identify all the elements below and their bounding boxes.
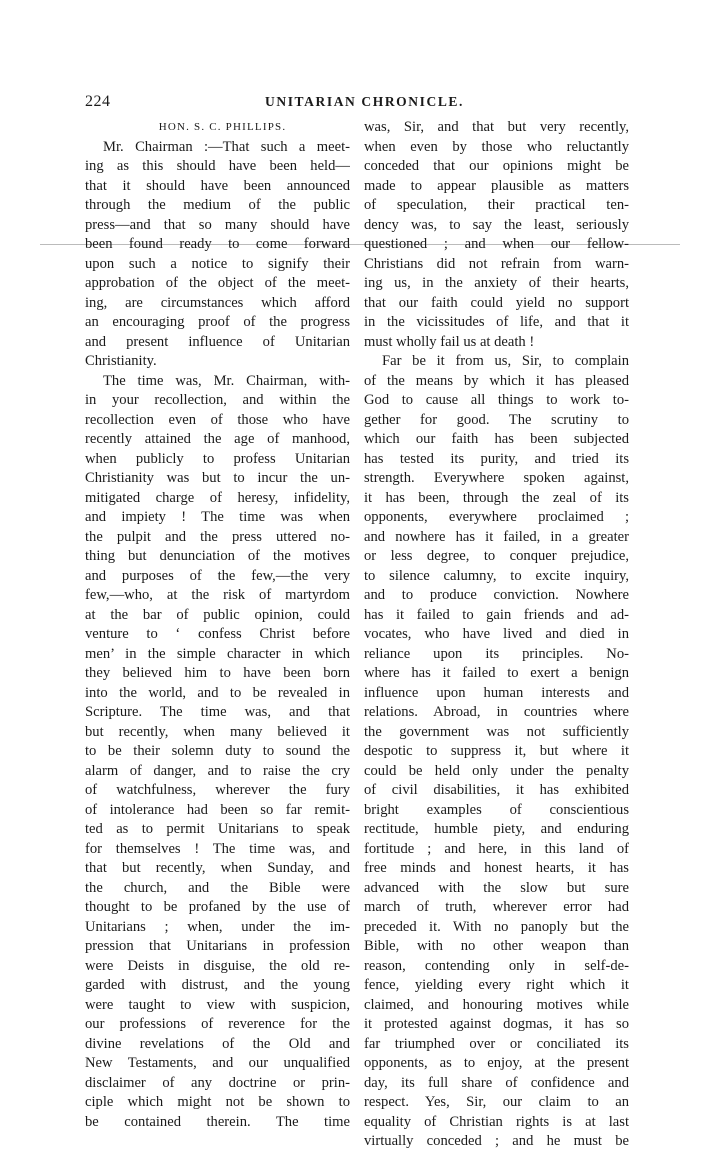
- running-title: UNITARIAN CHRONICLE.: [265, 94, 465, 109]
- text-line: Christianity.: [85, 353, 157, 369]
- text-line: press—and that so many should have: [85, 216, 350, 233]
- text-line: for themselves ! The time was, and: [85, 840, 350, 857]
- text-line: at the bar of public opinion, could: [85, 606, 350, 623]
- text-line: been found ready to come forward: [85, 236, 350, 252]
- text-line: bright examples of conscientious: [364, 801, 629, 818]
- text-line: men’ in the simple character in which: [85, 645, 350, 662]
- text-line: that our faith could yield no support: [364, 294, 629, 311]
- text-line: made to appear plausible as matters: [364, 177, 629, 194]
- text-line: must wholly fail us at death !: [364, 333, 535, 350]
- text-line: mitigated charge of heresy, infidelity,: [85, 489, 350, 506]
- text-line: questioned ; and when our fellow-: [364, 236, 629, 252]
- text-line: thought to be profaned by the use of: [85, 899, 350, 915]
- text-line: to silence calumny, to excite inquiry,: [364, 567, 629, 584]
- text-line: influence upon human interests and: [364, 684, 629, 701]
- text-line: approbation of the object of the meet-: [85, 275, 350, 291]
- text-line: advanced with the slow but sure: [364, 879, 629, 896]
- text-line: of speculation, their practical ten-: [364, 197, 629, 213]
- text-line: but recently, when many believed it: [85, 723, 350, 740]
- text-line: Mr. Chairman :—That such a meet-: [103, 138, 350, 155]
- text-line: virtually conceded ; and he must be: [364, 1133, 629, 1149]
- text-line: the pulpit and the press uttered no-: [85, 528, 350, 545]
- text-line: has tested its purity, and tried its: [364, 450, 629, 467]
- text-line: and nowhere has it failed, in a greater: [364, 528, 629, 545]
- text-line: when even by those who reluctantly: [364, 138, 629, 155]
- text-line: Christians did not refrain from warn-: [364, 255, 629, 272]
- text-line: opponents, everywhere proclaimed ;: [364, 509, 629, 525]
- text-line: respect. Yes, Sir, our claim to an: [364, 1094, 629, 1110]
- text-line: Scripture. The time was, and that: [85, 704, 350, 720]
- text-line: reliance upon its principles. No-: [364, 645, 629, 662]
- text-line: New Testaments, and our unqualified: [85, 1055, 350, 1071]
- text-line: and impiety ! The time was when: [85, 509, 350, 525]
- text-line: Far be it from us, Sir, to complain: [382, 353, 629, 369]
- text-line: recently attained the age of manhood,: [85, 431, 350, 447]
- text-line: ing, are circumstances which afford: [85, 294, 350, 311]
- text-line: were Deists in disguise, the old re-: [85, 957, 350, 974]
- text-line: that but recently, when Sunday, and: [85, 860, 350, 876]
- text-line: be contained therein. The time: [85, 1113, 350, 1130]
- text-line: divine revelations of the Old and: [85, 1035, 350, 1052]
- text-line: our professions of reverence for the: [85, 1016, 350, 1032]
- left-column: [85, 118, 350, 1132]
- text-line: an encouraging proof of the progress: [85, 314, 350, 330]
- text-line: was, Sir, and that but very recently,: [364, 119, 629, 135]
- text-line: and present influence of Unitarian: [85, 333, 350, 350]
- text-line: preceded it. With no panoply but the: [364, 918, 629, 935]
- text-line: few,—who, at the risk of martyrdom: [85, 587, 350, 603]
- text-line: equality of Christian rights is at last: [364, 1113, 629, 1130]
- text-line: the government was not sufficiently: [364, 723, 629, 740]
- text-line: reason, contending only in self-de-: [364, 957, 629, 974]
- text-line: conceded that our opinions might be: [364, 158, 629, 174]
- text-line: recollection even of those who have: [85, 411, 350, 428]
- text-line: rectitude, humble piety, and enduring: [364, 821, 629, 837]
- text-line: ciple which might not be shown to: [85, 1094, 350, 1110]
- text-line: where has it failed to exert a benign: [364, 665, 629, 681]
- speaker-heading: HON. S. C. PHILLIPS.: [158, 121, 287, 133]
- text-line: and purposes of the few,—the very: [85, 567, 350, 584]
- text-line: disclaimer of any doctrine or prin-: [85, 1074, 350, 1091]
- text-line: God to cause all things to work to-: [364, 392, 629, 408]
- text-line: that it should have been announced: [85, 177, 350, 194]
- text-line: far triumphed over or conciliated its: [364, 1035, 629, 1052]
- text-line: ing as this should have been held—: [85, 158, 350, 174]
- text-line: ted as to permit Unitarians to speak: [85, 821, 350, 837]
- right-column: [364, 118, 629, 1152]
- text-line: into the world, and to be revealed in: [85, 684, 350, 701]
- text-line: relations. Abroad, in countries where: [364, 704, 629, 720]
- text-line: free minds and honest hearts, it has: [364, 860, 629, 876]
- text-line: gether for good. The scrutiny to: [364, 411, 629, 428]
- text-line: march of truth, wherever error had: [364, 899, 629, 915]
- text-line: when publicly to profess Unitarian: [85, 450, 350, 467]
- text-line: in your recollection, and within the: [85, 392, 350, 408]
- text-line: of watchfulness, wherever the fury: [85, 782, 350, 798]
- text-line: dency was, to say the least, seriously: [364, 216, 629, 233]
- text-line: which our faith has been subjected: [364, 431, 629, 447]
- text-line: Unitarians ; when, under the im-: [85, 918, 350, 935]
- text-line: were taught to view with suspicion,: [85, 996, 350, 1013]
- text-line: of civil disabilities, it has exhibited: [364, 782, 629, 798]
- text-line: fence, yielding every right which it: [364, 977, 629, 993]
- text-line: venture to ‘ confess Christ before: [85, 626, 350, 642]
- text-line: the church, and the Bible were: [85, 879, 350, 896]
- text-line: opponents, as to enjoy, at the present: [364, 1055, 629, 1071]
- text-line: strength. Everywhere spoken against,: [364, 470, 629, 486]
- text-line: Christianity was but to incur the un-: [85, 470, 350, 486]
- text-line: thing but denunciation of the motives: [85, 548, 350, 564]
- text-line: day, its full share of confidence and: [364, 1074, 629, 1091]
- text-line: claimed, and honouring motives while: [364, 996, 629, 1013]
- text-line: Bible, with no other weapon than: [364, 938, 629, 954]
- text-line: in the vicissitudes of life, and that it: [364, 314, 629, 330]
- text-line: of intolerance had been so far remit-: [85, 801, 350, 818]
- text-line: could be held only under the penalty: [364, 762, 629, 779]
- page-number: 224: [85, 93, 111, 110]
- text-line: vocates, who have lived and died in: [364, 626, 629, 642]
- text-line: ing us, in the anxiety of their hearts,: [364, 275, 629, 291]
- text-line: it has been, through the zeal of its: [364, 489, 629, 506]
- text-line: it protested against dogmas, it has so: [364, 1016, 629, 1032]
- text-line: has it failed to gain friends and ad-: [364, 606, 629, 623]
- text-line: despotic to suppress it, but where it: [364, 743, 629, 759]
- text-line: pression that Unitarians in profession: [85, 938, 350, 954]
- text-line: through the medium of the public: [85, 197, 350, 213]
- text-line: they believed him to have been born: [85, 665, 350, 681]
- text-line: The time was, Mr. Chairman, with-: [103, 372, 350, 389]
- text-line: of the means by which it has pleased: [364, 372, 629, 389]
- running-head: [85, 93, 605, 113]
- text-line: to be their solemn duty to sound the: [85, 743, 350, 759]
- text-line: alarm of danger, and to raise the cry: [85, 762, 350, 779]
- text-line: or less degree, to conquer prejudice,: [364, 548, 629, 564]
- text-line: and to produce conviction. Nowhere: [364, 587, 629, 603]
- text-line: garded with distrust, and the young: [85, 977, 350, 993]
- text-line: fortitude ; and here, in this land of: [364, 840, 629, 857]
- text-line: upon such a notice to signify their: [85, 255, 350, 272]
